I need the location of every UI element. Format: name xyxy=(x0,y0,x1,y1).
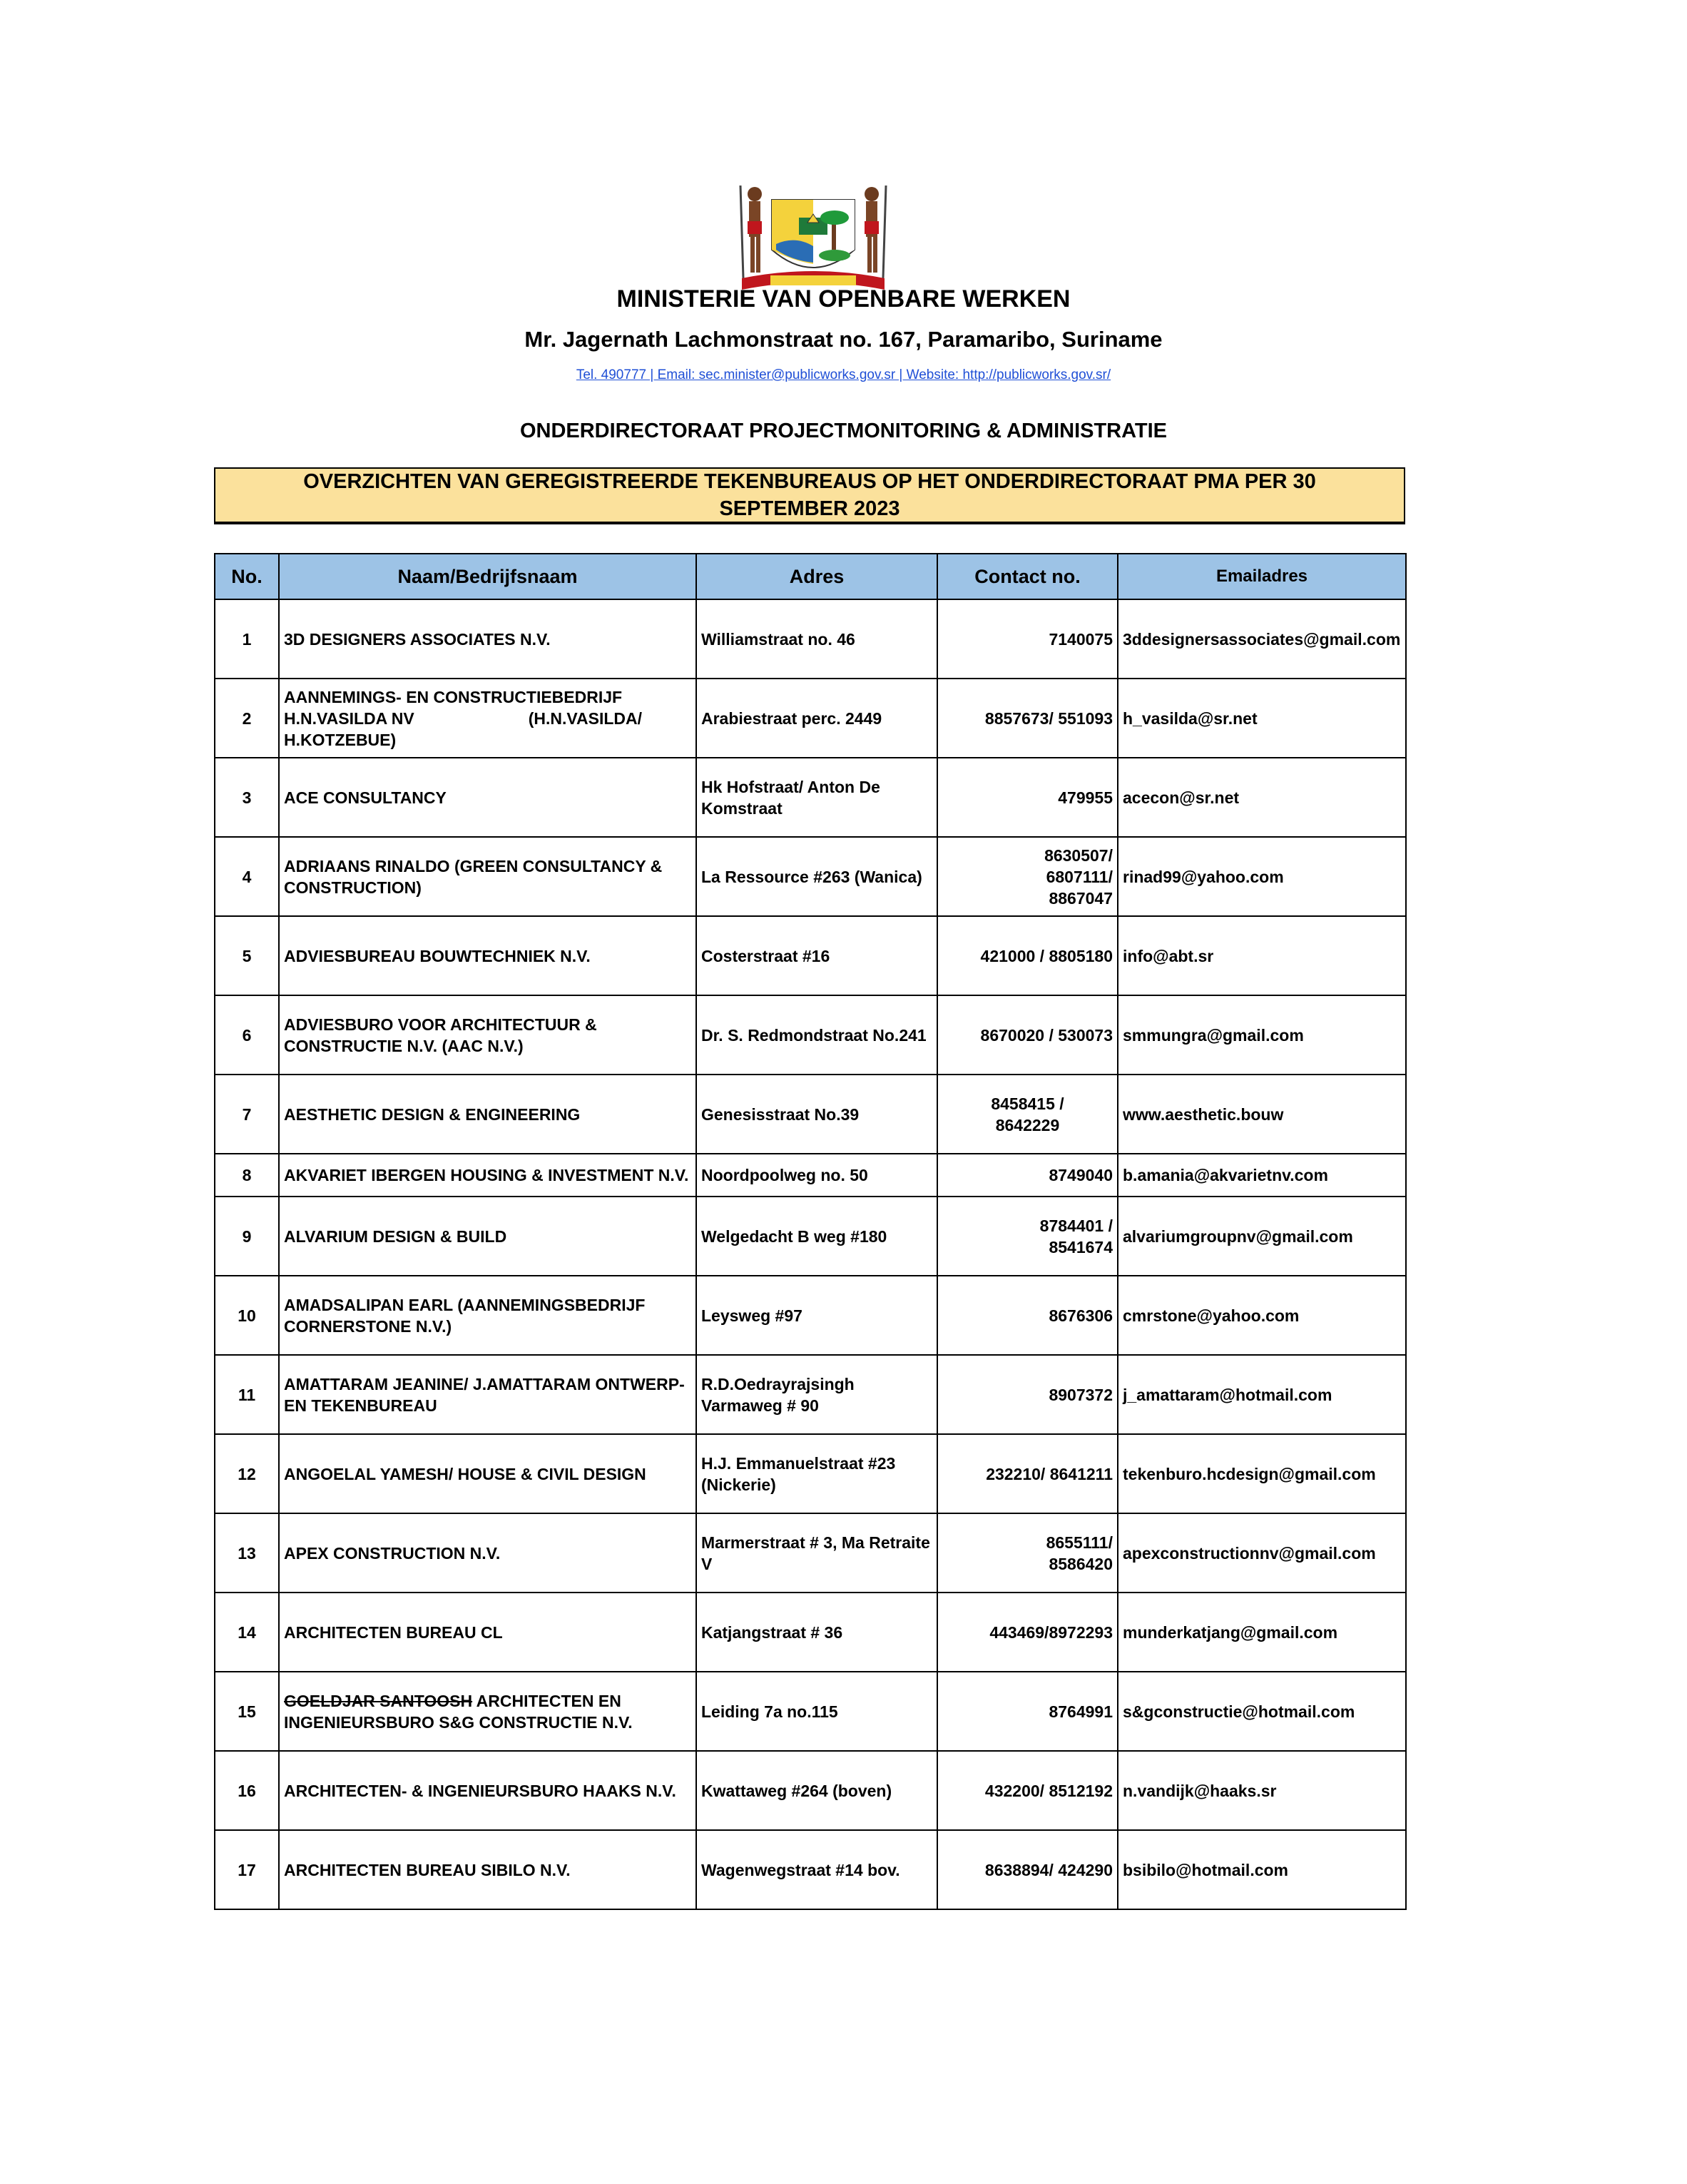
company-address: Marmerstraat # 3, Ma Retraite V xyxy=(696,1513,937,1593)
contact-number-part: 8458415 / xyxy=(991,1094,1064,1113)
column-header-email: Emailadres xyxy=(1118,554,1406,599)
banner-line-1: OVERZICHTEN VAN GEREGISTREERDE TEKENBUREAUS OP HET ONDERDIRECTORAAT PMA PER 30 xyxy=(303,470,1316,493)
email-address: acecon@sr.net xyxy=(1118,758,1406,837)
row-number: 16 xyxy=(215,1751,279,1830)
company-address: Noordpoolweg no. 50 xyxy=(696,1154,937,1197)
company-address: Arabiestraat perc. 2449 xyxy=(696,679,937,758)
contact-number: 432200/ 8512192 xyxy=(937,1751,1118,1830)
row-number: 14 xyxy=(215,1593,279,1672)
ministry-address: Mr. Jagernath Lachmonstraat no. 167, Paramaribo, Suriname xyxy=(524,327,1163,352)
table-row xyxy=(215,1513,1406,1593)
contact-number: 8749040 xyxy=(937,1154,1118,1197)
contact-number: 8670020 / 530073 xyxy=(937,995,1118,1075)
coat-of-arms-icon xyxy=(728,178,899,293)
contact-number xyxy=(937,1075,1118,1154)
banner-line-2: SEPTEMBER 2023 xyxy=(719,497,900,520)
row-number: 5 xyxy=(215,916,279,995)
column-header-address: Adres xyxy=(696,554,937,599)
row-number: 6 xyxy=(215,995,279,1075)
row-number: 12 xyxy=(215,1434,279,1513)
company-name: AKVARIET IBERGEN HOUSING & INVESTMENT N.V. xyxy=(279,1154,696,1197)
contact-number-part: 8784401 / xyxy=(1039,1216,1113,1235)
company-name-struck: GOELDJAR SANTOOSH xyxy=(284,1691,473,1710)
company-name: APEX CONSTRUCTION N.V. xyxy=(279,1513,696,1593)
contact-number: 8857673/ 551093 xyxy=(937,679,1118,758)
column-header-no: No. xyxy=(215,554,279,599)
column-header-name: Naam/Bedrijfsnaam xyxy=(279,554,696,599)
row-number: 2 xyxy=(215,679,279,758)
contact-number xyxy=(937,1513,1118,1593)
email-address: tekenburo.hcdesign@gmail.com xyxy=(1118,1434,1406,1513)
ministry-title: MINISTERIE VAN OPENBARE WERKEN xyxy=(616,285,1071,313)
row-number: 10 xyxy=(215,1276,279,1355)
contact-number-part: 8655111/ xyxy=(1046,1533,1113,1552)
email-address: bsibilo@hotmail.com xyxy=(1118,1830,1406,1909)
company-name-part: ARCHITECTEN EN INGENIEURSBURO S&G CONSTRUCTIE N.V. xyxy=(284,1691,633,1732)
company-address: Katjangstraat # 36 xyxy=(696,1593,937,1672)
company-name-part: H.N.VASILDA NV xyxy=(284,708,414,728)
column-header-contact: Contact no. xyxy=(937,554,1118,599)
company-name: ARCHITECTEN- & INGENIEURSBURO HAAKS N.V. xyxy=(279,1751,696,1830)
table-row xyxy=(215,679,1406,758)
row-number: 7 xyxy=(215,1075,279,1154)
company-name: ARCHITECTEN BUREAU CL xyxy=(279,1593,696,1672)
subdirectorate-title: ONDERDIRECTORAAT PROJECTMONITORING & ADMINISTRATIE xyxy=(519,420,1168,442)
company-address: Kwattaweg #264 (boven) xyxy=(696,1751,937,1830)
table-row xyxy=(215,916,1406,995)
contact-number: 443469/8972293 xyxy=(937,1593,1118,1672)
contact-number-part: 8642229 xyxy=(995,1115,1060,1134)
row-number: 8 xyxy=(215,1154,279,1197)
ministry-contact-line[interactable]: Tel. 490777 | Email: sec.minister@publicworks.gov.sr | Website: http://publicworks.gov.sr/ xyxy=(576,367,1111,382)
company-name: AMADSALIPAN EARL (AANNEMINGSBEDRIJF CORNERSTONE N.V.) xyxy=(279,1276,696,1355)
contact-number: 8638894/ 424290 xyxy=(937,1830,1118,1909)
company-name: ANGOELAL YAMESH/ HOUSE & CIVIL DESIGN xyxy=(279,1434,696,1513)
contact-number: 8764991 xyxy=(937,1672,1118,1751)
company-name-part: (H.N.VASILDA/ xyxy=(528,708,643,728)
company-name: ADVIESBURO VOOR ARCHITECTUUR & CONSTRUCTIE N.V. (AAC N.V.) xyxy=(279,995,696,1075)
company-address: Wagenwegstraat #14 bov. xyxy=(696,1830,937,1909)
company-name: AMATTARAM JEANINE/ J.AMATTARAM ONTWERP-EN TEKENBUREAU xyxy=(279,1355,696,1434)
email-address: h_vasilda@sr.net xyxy=(1118,679,1406,758)
company-address: La Ressource #263 (Wanica) xyxy=(696,837,937,916)
contact-number: 479955 xyxy=(937,758,1118,837)
email-address: 3ddesignersassociates@gmail.com xyxy=(1118,599,1406,679)
table-row xyxy=(215,1830,1406,1909)
email-address: www.aesthetic.bouw xyxy=(1118,1075,1406,1154)
email-address: rinad99@yahoo.com xyxy=(1118,837,1406,916)
email-address: cmrstone@yahoo.com xyxy=(1118,1276,1406,1355)
email-address: info@abt.sr xyxy=(1118,916,1406,995)
row-number: 15 xyxy=(215,1672,279,1751)
table-row xyxy=(215,1672,1406,1751)
row-number: 9 xyxy=(215,1197,279,1276)
table-row xyxy=(215,599,1406,679)
contact-number: 8907372 xyxy=(937,1355,1118,1434)
company-address: Dr. S. Redmondstraat No.241 xyxy=(696,995,937,1075)
table-row xyxy=(215,1075,1406,1154)
email-address: munderkatjang@gmail.com xyxy=(1118,1593,1406,1672)
contact-number-part: 8541674 xyxy=(1049,1237,1113,1256)
row-number: 11 xyxy=(215,1355,279,1434)
company-name-part: AANNEMINGS- EN CONSTRUCTIEBEDRIJF xyxy=(284,687,623,706)
table-row xyxy=(215,1434,1406,1513)
company-address: R.D.Oedrayrajsingh Varmaweg # 90 xyxy=(696,1355,937,1434)
contact-number: 7140075 xyxy=(937,599,1118,679)
company-name xyxy=(279,1672,696,1751)
contact-number-part: 8867047 xyxy=(1049,888,1113,908)
company-address: Williamstraat no. 46 xyxy=(696,599,937,679)
table-header-row xyxy=(215,554,1406,599)
registrations-table xyxy=(214,553,1407,1910)
email-address: b.amania@akvarietnv.com xyxy=(1118,1154,1406,1197)
overview-banner xyxy=(214,467,1405,524)
company-name: ARCHITECTEN BUREAU SIBILO N.V. xyxy=(279,1830,696,1909)
contact-number: 8676306 xyxy=(937,1276,1118,1355)
contact-number: 421000 / 8805180 xyxy=(937,916,1118,995)
row-number: 17 xyxy=(215,1830,279,1909)
row-number: 3 xyxy=(215,758,279,837)
contact-number xyxy=(937,1197,1118,1276)
company-name-part: H.KOTZEBUE) xyxy=(284,730,397,749)
company-name: ADVIESBUREAU BOUWTECHNIEK N.V. xyxy=(279,916,696,995)
table-row xyxy=(215,1154,1406,1197)
table-row xyxy=(215,837,1406,916)
contact-number-part: 6807111/ xyxy=(1046,867,1113,886)
company-address: Leysweg #97 xyxy=(696,1276,937,1355)
company-name: ADRIAANS RINALDO (GREEN CONSULTANCY & CONSTRUCTION) xyxy=(279,837,696,916)
contact-number: 232210/ 8641211 xyxy=(937,1434,1118,1513)
company-name: AESTHETIC DESIGN & ENGINEERING xyxy=(279,1075,696,1154)
contact-number-part: 8630507/ xyxy=(1044,845,1113,865)
company-name: ACE CONSULTANCY xyxy=(279,758,696,837)
company-address: Costerstraat #16 xyxy=(696,916,937,995)
table-row xyxy=(215,995,1406,1075)
email-address: smmungra@gmail.com xyxy=(1118,995,1406,1075)
table-row xyxy=(215,1276,1406,1355)
company-address: Hk Hofstraat/ Anton De Komstraat xyxy=(696,758,937,837)
row-number: 4 xyxy=(215,837,279,916)
row-number: 13 xyxy=(215,1513,279,1593)
email-address: apexconstructionnv@gmail.com xyxy=(1118,1513,1406,1593)
company-name: 3D DESIGNERS ASSOCIATES N.V. xyxy=(279,599,696,679)
company-address: Welgedacht B weg #180 xyxy=(696,1197,937,1276)
email-address: n.vandijk@haaks.sr xyxy=(1118,1751,1406,1830)
email-address: j_amattaram@hotmail.com xyxy=(1118,1355,1406,1434)
company-address: Genesisstraat No.39 xyxy=(696,1075,937,1154)
table-row xyxy=(215,1197,1406,1276)
company-name: ALVARIUM DESIGN & BUILD xyxy=(279,1197,696,1276)
company-address: Leiding 7a no.115 xyxy=(696,1672,937,1751)
email-address: alvariumgroupnv@gmail.com xyxy=(1118,1197,1406,1276)
company-name xyxy=(279,679,696,758)
row-number: 1 xyxy=(215,599,279,679)
table-row xyxy=(215,758,1406,837)
table-row xyxy=(215,1355,1406,1434)
email-address: s&gconstructie@hotmail.com xyxy=(1118,1672,1406,1751)
table-row xyxy=(215,1751,1406,1830)
table-row xyxy=(215,1593,1406,1672)
company-address: H.J. Emmanuelstraat #23 (Nickerie) xyxy=(696,1434,937,1513)
contact-number xyxy=(937,837,1118,916)
contact-number-part: 8586420 xyxy=(1049,1554,1113,1573)
